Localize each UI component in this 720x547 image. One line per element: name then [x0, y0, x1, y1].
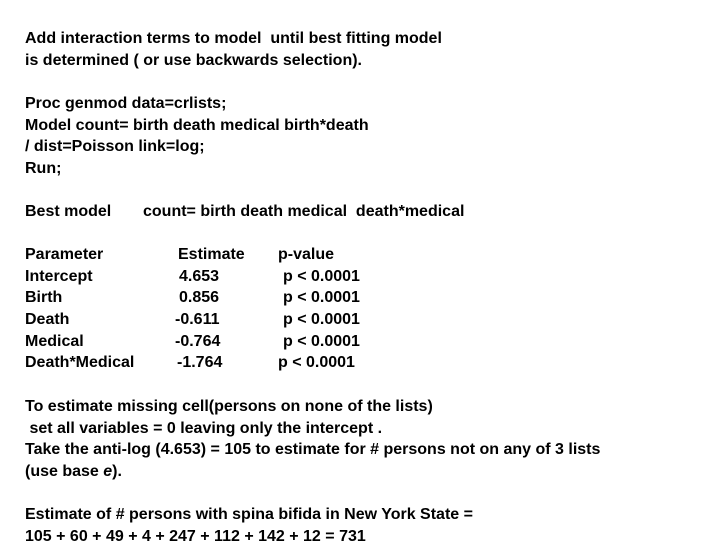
explanation-line-2: set all variables = 0 leaving only the intercept .	[25, 420, 383, 437]
row-pvalue: p < 0.0001	[278, 354, 355, 371]
header-pvalue: p-value	[278, 246, 335, 263]
row-estimate: -0.764	[175, 333, 221, 350]
explanation-line-4-main: (use base	[25, 463, 104, 480]
code-line-2: Model count= birth death medical birth*death	[25, 117, 369, 134]
explanation-line-4-italic: e	[103, 463, 113, 480]
best-model-formula: count= birth death medical death*medical	[143, 203, 465, 220]
estimate-line-1: Estimate of # persons with spina bifida in New York State =	[25, 506, 473, 523]
row-parameter: Birth	[25, 289, 63, 306]
intro-line-1: Add interaction terms to model until best fitting model	[25, 30, 442, 47]
row-pvalue: p < 0.0001	[283, 333, 360, 350]
explanation-line-4-end: ).	[112, 463, 122, 480]
row-estimate: -1.764	[177, 354, 223, 371]
row-pvalue: p < 0.0001	[283, 311, 360, 328]
intro-line-2: is determined ( or use backwards selection).	[25, 52, 362, 69]
header-parameter: Parameter	[25, 246, 104, 263]
best-model-label: Best model	[25, 203, 112, 220]
code-line-1: Proc genmod data=crlists;	[25, 95, 227, 112]
row-parameter: Death*Medical	[25, 354, 135, 371]
row-parameter: Death	[25, 311, 70, 328]
code-line-4: Run;	[25, 160, 62, 177]
header-estimate: Estimate	[178, 246, 245, 263]
code-line-3: / dist=Poisson link=log;	[25, 138, 205, 155]
explanation-line-4	[25, 462, 122, 482]
row-estimate: -0.611	[175, 311, 220, 328]
row-pvalue: p < 0.0001	[283, 289, 360, 306]
row-estimate: 0.856	[179, 289, 220, 306]
explanation-line-3: Take the anti-log (4.653) = 105 to estimate for # persons not on any of 3 lists	[25, 441, 601, 458]
row-parameter: Intercept	[25, 268, 93, 285]
row-estimate: 4.653	[179, 268, 220, 285]
estimate-line-2: 105 + 60 + 49 + 4 + 247 + 112 + 142 + 12 = 731	[25, 528, 366, 545]
row-parameter: Medical	[25, 333, 84, 350]
row-pvalue: p < 0.0001	[283, 268, 360, 285]
explanation-line-1: To estimate missing cell(persons on none of the lists)	[25, 398, 433, 415]
